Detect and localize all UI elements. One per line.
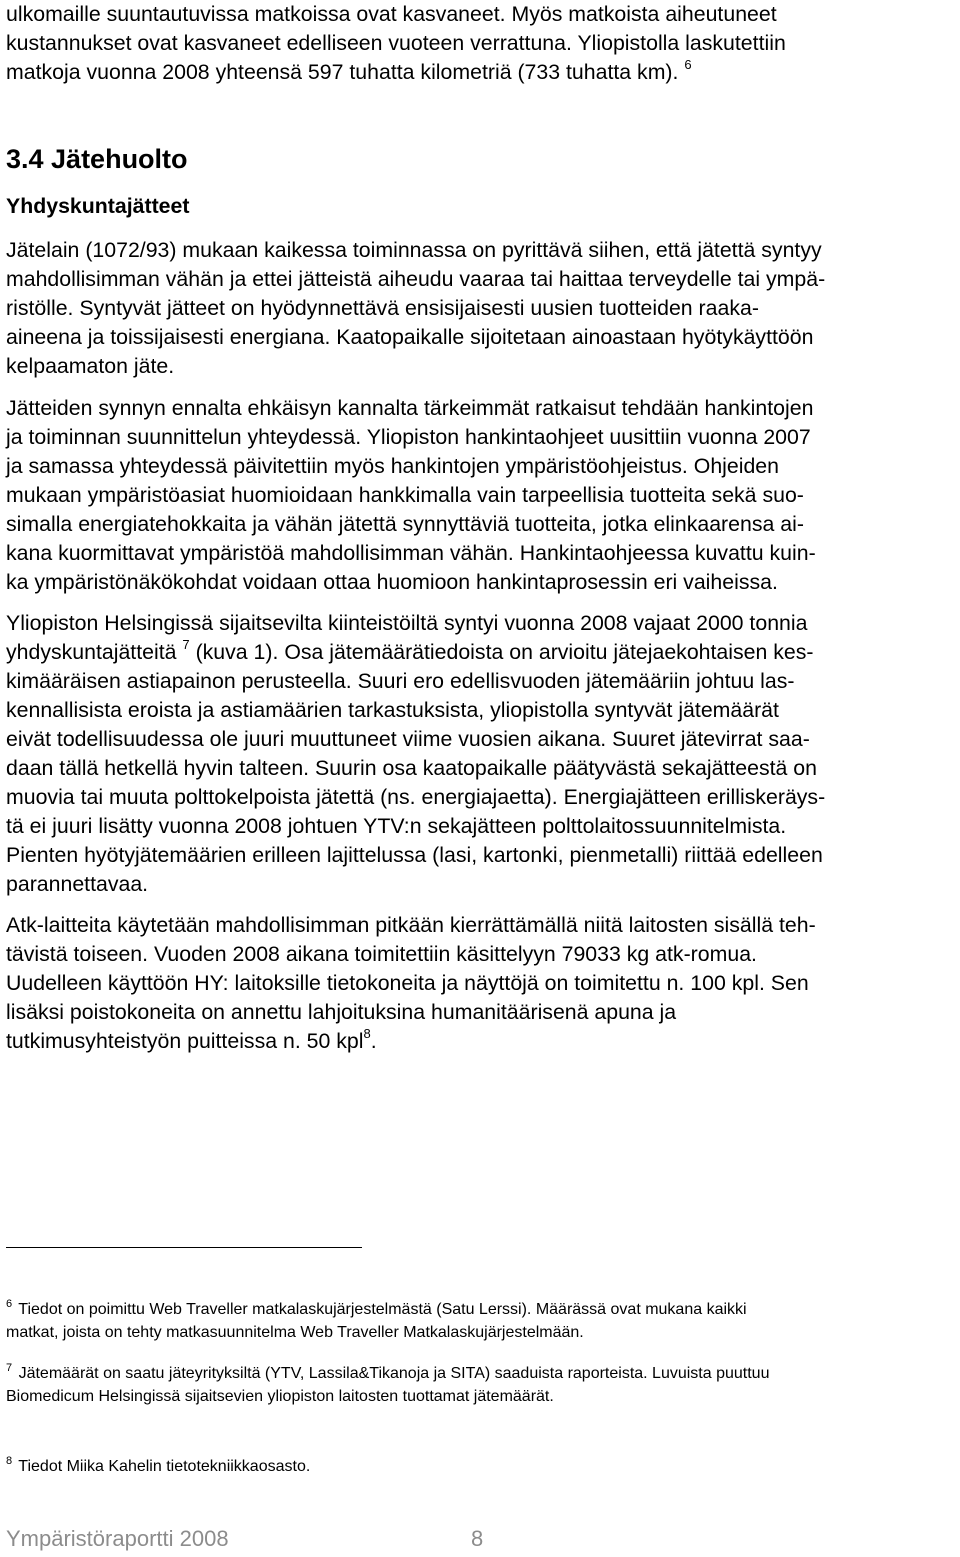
paragraph-line: Pienten hyötyjätemäärien erilleen lajittelussa (lasi, kartonki, pienmetalli) riittää edelleen (6, 843, 823, 867)
footnote-text: Tiedot on poimittu Web Traveller matkalaskujärjestelmästä (Satu Lerssi). Määrässä ovat mukana kaikki (18, 1301, 747, 1318)
intro-line: ulkomaille suuntautuvissa matkoissa ovat kasvaneet. Myös matkoista aiheutuneet (6, 2, 777, 26)
paragraph-text: (kuva 1). Osa jätemäärätiedoista on arvioitu jätejaekohtaisen kes- (195, 640, 814, 664)
footnote-7 (6, 1362, 769, 1387)
paragraph-line: mukaan ympäristöasiat huomioidaan hankkimalla vain tarpeellisia tuotteita sekä suo- (6, 483, 804, 507)
paragraph-line: Uudelleen käyttöön HY: laitoksille tietokoneita ja näyttöjä on toimitettu n. 100 kpl. Sen (6, 971, 809, 995)
footnote-ref: 6 (684, 57, 692, 72)
footnote-number: 6 (6, 1298, 13, 1310)
paragraph-line: daan tällä hetkellä hyvin talteen. Suurin osa kaatopaikalle päätyvästä sekajätteestä on (6, 756, 817, 780)
section-title: 3.4 Jätehuolto (6, 144, 188, 174)
paragraph-line (6, 1027, 377, 1058)
footnote-8 (6, 1455, 310, 1480)
paragraph-line: ristölle. Syntyvät jätteet on hyödynnettävä ensisijaisesti uusien tuotteiden raaka- (6, 296, 759, 320)
footnote-line: matkat, joista on tehty matkasuunnitelma Web Traveller Matkalaskujärjestelmään. (6, 1324, 584, 1341)
footnote-number: 8 (6, 1455, 13, 1467)
intro-line: kustannukset ovat kasvaneet edelliseen vuoteen verrattuna. Yliopistolla laskutettiin (6, 31, 786, 55)
paragraph-line: aineena ja toissijaisesti energiana. Kaatopaikalle sijoitetaan ainoastaan hyötykäyttöön (6, 325, 814, 349)
intro-line (6, 58, 692, 89)
paragraph-line: mahdollisimman vähän ja ettei jätteistä aiheudu vaaraa tai haittaa terveydelle tai ympä- (6, 267, 826, 291)
paragraph-line: muovia tai muuta polttokelpoista jätettä (ns. energiajaetta). Energiajätteen erilliskeräys- (6, 785, 826, 809)
paragraph-line: Atk-laitteita käytetään mahdollisimman pitkään kierrättämällä niitä laitosten sisällä teh- (6, 913, 816, 937)
paragraph-line: Jätteiden synnyn ennalta ehkäisyn kannalta tärkeimmät ratkaisut tehdään hankintojen (6, 396, 814, 420)
paragraph-text: yhdyskuntajätteitä (6, 640, 177, 664)
paragraph-text: tutkimusyhteistyön puitteissa n. 50 kpl (6, 1029, 364, 1053)
paragraph-line: ka ympäristönäkökohdat voidaan ottaa huomioon hankintaprosessin eri vaiheissa. (6, 570, 778, 594)
paragraph-line: tävistä toiseen. Vuoden 2008 aikana toimitettiin käsittelyyn 79033 kg atk-romua. (6, 942, 757, 966)
paragraph-line (6, 638, 814, 669)
footnote-ref: 7 (182, 637, 190, 652)
paragraph-line: simalla energiatehokkaita ja vähän jätettä synnyttäviä tuotteita, jotka elinkaarensa ai- (6, 512, 804, 536)
footnote-separator (6, 1247, 362, 1248)
paragraph-line: lisäksi poistokoneita on annettu lahjoituksina humanitäärisenä apuna ja (6, 1000, 677, 1024)
page-number: 8 (471, 1526, 484, 1551)
footer-title: Ympäristöraportti 2008 (6, 1526, 229, 1551)
footnote-ref: 8 (363, 1026, 371, 1041)
paragraph-line: kennallisista eroista ja astiamäärien tarkastuksista, yliopistolla syntyvät jätemäärät (6, 698, 779, 722)
paragraph-line: Jätelain (1072/93) mukaan kaikessa toiminnassa on pyrittävä siihen, että jätettä syntyy (6, 238, 822, 262)
footnote-number: 7 (6, 1362, 13, 1374)
footnote-line: Biomedicum Helsingissä sijaitsevien yliopiston laitosten tuottamat jätemäärät. (6, 1388, 554, 1405)
paragraph-line: ja samassa yhteydessä päivitettiin myös hankintojen ympäristöohjeistus. Ohjeiden (6, 454, 780, 478)
paragraph-text: . (370, 1029, 377, 1053)
intro-text: matkoja vuonna 2008 yhteensä 597 tuhatta kilometriä (733 tuhatta km). (6, 60, 679, 84)
paragraph-line: kelpaamaton jäte. (6, 354, 175, 378)
paragraph-line: eivät todellisuudessa ole juuri muuttuneet viime vuosien aikana. Suuret jätevirrat saa- (6, 727, 810, 751)
paragraph-line: tä ei juuri lisätty vuonna 2008 johtuen YTV:n sekajätteen polttolaitossuunnitelmista. (6, 814, 787, 838)
footnote-text: Tiedot Miika Kahelin tietotekniikkaosasto. (18, 1458, 311, 1475)
paragraph-line: kimääräisen astiapainon perusteella. Suuri ero edellisvuoden jätemääriin johtuu las- (6, 669, 795, 693)
section-subtitle: Yhdyskuntajätteet (6, 194, 190, 218)
footnote-6 (6, 1298, 747, 1323)
paragraph-line: Yliopiston Helsingissä sijaitsevilta kiinteistöiltä syntyi vuonna 2008 vajaat 2000 tonnia (6, 611, 808, 635)
footnote-text: Jätemäärät on saatu jäteyrityksiltä (YTV, Lassila&Tikanoja ja SITA) saaduista raporteista. Luvuista puuttuu (18, 1365, 770, 1382)
paragraph-line: kana kuormittavat ympäristöä mahdollisimman vähän. Hankintaohjeessa kuvattu kuin- (6, 541, 816, 565)
paragraph-line: parannettavaa. (6, 872, 149, 896)
paragraph-line: ja toiminnan suunnittelun yhteydessä. Yliopiston hankintaohjeet uusittiin vuonna 2007 (6, 425, 811, 449)
